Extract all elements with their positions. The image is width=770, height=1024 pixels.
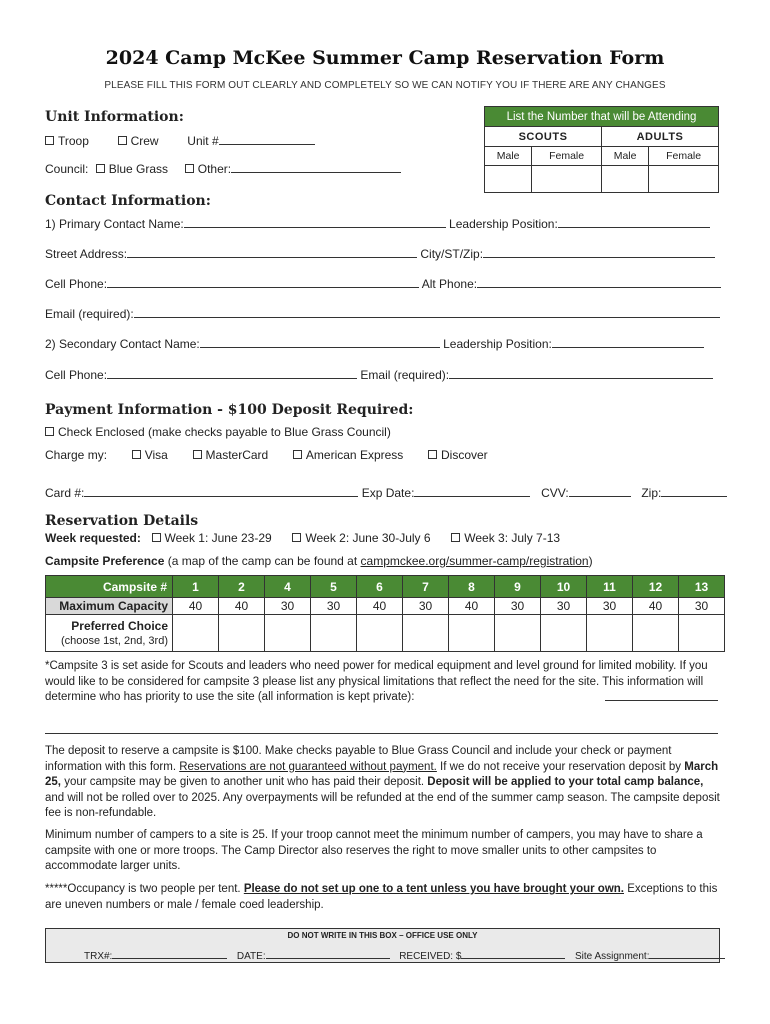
- campsite-number-cell: 4: [265, 576, 311, 598]
- crew-label: Crew: [130, 134, 159, 148]
- crew-checkbox[interactable]: [118, 136, 127, 145]
- office-date-label: DATE:: [236, 951, 266, 962]
- card-number-field[interactable]: [84, 484, 358, 497]
- capacity-cell: 30: [495, 598, 541, 615]
- office-use-box: [45, 928, 720, 963]
- amex-checkbox[interactable]: [293, 450, 302, 459]
- campsite-number-cell: 10: [541, 576, 587, 598]
- adults-male-header: Male: [601, 147, 648, 166]
- leadership-position-2-label: Leadership Position:: [443, 337, 552, 351]
- exp-date-label: Exp Date:: [361, 486, 415, 500]
- leadership-position-label: Leadership Position:: [449, 217, 558, 231]
- scouts-male-header: Male: [485, 147, 532, 166]
- city-state-zip-label: City/ST/Zip:: [420, 247, 484, 261]
- capacity-cell: 40: [449, 598, 495, 615]
- email-2-label: Email (required):: [360, 368, 450, 382]
- deposit-paragraph: [45, 744, 725, 822]
- council-row: [45, 160, 401, 176]
- campsite-number-cell: 11: [587, 576, 633, 598]
- week-requested-label: Week requested:: [45, 531, 141, 545]
- primary-contact-label: 1) Primary Contact Name:: [45, 217, 184, 231]
- capacity-cell: 40: [633, 598, 679, 615]
- capacity-cell: 30: [587, 598, 633, 615]
- occupancy-text-a: *****Occupancy is two people per tent.: [45, 883, 244, 895]
- unit-type-row: [45, 132, 315, 148]
- deposit-applied: Deposit will be applied to your total camp balance,: [427, 776, 704, 788]
- adults-female-header: Female: [649, 147, 719, 166]
- preferred-choice-header: [46, 615, 173, 652]
- leadership-position-2-field[interactable]: [552, 335, 704, 348]
- cvv-label: CVV:: [541, 486, 569, 500]
- exp-date-field[interactable]: [414, 484, 530, 497]
- preferred-choice-field[interactable]: [633, 615, 679, 652]
- adults-male-count-field[interactable]: [601, 166, 648, 193]
- campsite-number-header: Campsite #: [46, 576, 173, 598]
- preferred-choice-field[interactable]: [403, 615, 449, 652]
- deposit-text-d: and will not be rolled over to 2025. Any overpayments will be refunded at the end of the summer camp season. The campsite deposit fee is non-refundable.: [45, 791, 720, 819]
- campsite-preference-label: Campsite Preference: [45, 554, 165, 568]
- week1-checkbox[interactable]: [152, 533, 161, 542]
- site-assignment-label: Site Assignment:: [575, 951, 650, 962]
- blue-grass-checkbox[interactable]: [96, 164, 105, 173]
- capacity-cell: 30: [265, 598, 311, 615]
- blue-grass-label: Blue Grass: [108, 162, 169, 176]
- deposit-text-underline: Reservations are not guaranteed without payment.: [179, 760, 437, 773]
- street-address-label: Street Address:: [45, 247, 128, 261]
- campsite3-note: *Campsite 3 is set aside for Scouts and leaders who need power for medical equipment and level ground for limited mobility. If you would like to be considered for campsite 3 please list any physical limitations that reflect the need for the site. This information will determine who has priority to use the site (all information is kept private):: [45, 660, 708, 703]
- scouts-male-count-field[interactable]: [485, 166, 532, 193]
- preferred-choice-sub: (choose 1st, 2nd, 3rd): [60, 634, 168, 647]
- attending-table: [484, 106, 719, 193]
- capacity-cell: 40: [219, 598, 265, 615]
- zip-field[interactable]: [661, 484, 727, 497]
- discover-label: Discover: [440, 448, 488, 462]
- scouts-header: SCOUTS: [485, 127, 602, 147]
- other-council-checkbox[interactable]: [185, 164, 194, 173]
- week3-checkbox[interactable]: [451, 533, 460, 542]
- city-state-zip-field[interactable]: [483, 245, 715, 258]
- campsite-number-cell: 7: [403, 576, 449, 598]
- max-capacity-header: Maximum Capacity: [46, 598, 173, 615]
- council-label: Council:: [45, 162, 89, 176]
- amex-label: American Express: [305, 448, 404, 462]
- preferred-choice-field[interactable]: [587, 615, 633, 652]
- leadership-position-field[interactable]: [558, 215, 710, 228]
- troop-checkbox[interactable]: [45, 136, 54, 145]
- scouts-female-count-field[interactable]: [532, 166, 602, 193]
- cell-phone-field[interactable]: [107, 275, 419, 288]
- campsite-number-cell: 1: [173, 576, 219, 598]
- trx-label: TRX#:: [84, 951, 113, 962]
- preferred-choice-field[interactable]: [679, 615, 725, 652]
- site-assignment-field[interactable]: [649, 949, 725, 959]
- alt-phone-label: Alt Phone:: [421, 277, 478, 291]
- office-date-field[interactable]: [266, 949, 390, 959]
- map-text: (a map of the camp can be found at: [167, 554, 358, 568]
- campsite3-field-inline[interactable]: [605, 700, 718, 701]
- payment-heading: Payment Information - $100 Deposit Required:: [45, 402, 414, 418]
- occupancy-paragraph: [45, 882, 725, 913]
- preferred-choice-field[interactable]: [541, 615, 587, 652]
- week2-checkbox[interactable]: [292, 533, 301, 542]
- unit-heading: Unit Information:: [45, 109, 184, 125]
- scouts-female-header: Female: [532, 147, 602, 166]
- campsite-number-cell: 5: [311, 576, 357, 598]
- alt-phone-field[interactable]: [477, 275, 721, 288]
- page-subtitle: PLEASE FILL THIS FORM OUT CLEARLY AND COMPLETELY SO WE CAN NOTIFY YOU IF THERE ARE ANY CHANGES: [104, 80, 666, 91]
- preferred-choice-field[interactable]: [265, 615, 311, 652]
- unit-number-field[interactable]: [219, 132, 315, 145]
- cvv-field[interactable]: [569, 484, 631, 497]
- troop-label: Troop: [58, 134, 89, 148]
- mastercard-checkbox[interactable]: [193, 450, 202, 459]
- discover-checkbox[interactable]: [428, 450, 437, 459]
- check-enclosed-checkbox[interactable]: [45, 427, 54, 436]
- campsite-number-cell: 8: [449, 576, 495, 598]
- week3-label: Week 3: July 7-13: [464, 531, 561, 545]
- trx-field[interactable]: [112, 949, 227, 959]
- attending-header: List the Number that will be Attending: [485, 107, 719, 127]
- campsite-number-cell: 6: [357, 576, 403, 598]
- adults-female-count-field[interactable]: [649, 166, 719, 193]
- secondary-contact-field[interactable]: [200, 335, 440, 348]
- reservation-heading: Reservation Details: [45, 513, 199, 529]
- received-label: RECEIVED: $: [399, 951, 462, 962]
- card-number-label: Card #:: [45, 486, 85, 500]
- page-title: 2024 Camp McKee Summer Camp Reservation Form: [105, 47, 665, 69]
- mastercard-label: MasterCard: [205, 448, 269, 462]
- capacity-cell: 30: [679, 598, 725, 615]
- capacity-cell: 30: [541, 598, 587, 615]
- week2-label: Week 2: June 30-July 6: [305, 531, 431, 545]
- preferred-choice-field[interactable]: [495, 615, 541, 652]
- street-address-field[interactable]: [127, 245, 417, 258]
- preferred-choice-field[interactable]: [357, 615, 403, 652]
- capacity-cell: 40: [173, 598, 219, 615]
- primary-contact-field[interactable]: [184, 215, 446, 228]
- other-council-label: Other:: [197, 162, 232, 176]
- minimum-paragraph: Minimum number of campers to a site is 25. If your troop cannot meet the minimum number of campers, you may have to share a campsite with one or more troops. The Camp Director also reserves the right to move smaller units to other campsites to accommodate larger units.: [45, 829, 703, 872]
- visa-checkbox[interactable]: [132, 450, 141, 459]
- unit-number-label: Unit #: [187, 134, 219, 148]
- office-header: DO NOT WRITE IN THIS BOX – OFFICE USE ONLY: [287, 931, 478, 940]
- check-enclosed-label: Check Enclosed (make checks payable to Blue Grass Council): [58, 425, 391, 439]
- email-2-field[interactable]: [449, 366, 713, 379]
- deposit-text-b: If we do not receive your reservation deposit by: [436, 760, 685, 773]
- capacity-cell: 30: [311, 598, 357, 615]
- secondary-contact-label: 2) Secondary Contact Name:: [45, 337, 200, 351]
- cell-phone-2-field[interactable]: [107, 366, 357, 379]
- deposit-text-a: The deposit to reserve a campsite is $100. Make checks payable to Blue Grass Council and include your check or payment information with this form.: [45, 745, 672, 773]
- received-field[interactable]: [461, 949, 565, 959]
- campsite-number-cell: 12: [633, 576, 679, 598]
- occupancy-warning: Please do not set up one to a tent unless you have brought your own.: [243, 883, 624, 895]
- week1-label: Week 1: June 23-29: [164, 531, 272, 545]
- preferred-choice-field[interactable]: [173, 615, 219, 652]
- campsite3-field[interactable]: [45, 733, 718, 734]
- capacity-cell: 40: [357, 598, 403, 615]
- deposit-date: March 25,: [45, 760, 719, 788]
- cell-phone-2-label: Cell Phone:: [45, 368, 108, 382]
- campsite-table: [45, 575, 725, 652]
- zip-label: Zip:: [641, 486, 662, 500]
- email-field[interactable]: [134, 305, 720, 318]
- deposit-text-c: your campsite may be given to another unit who has paid their deposit.: [61, 776, 428, 788]
- contact-heading: Contact Information:: [45, 193, 211, 209]
- preferred-choice-label: Preferred Choice: [71, 618, 168, 633]
- adults-header: ADULTS: [601, 127, 718, 147]
- capacity-cell: 30: [403, 598, 449, 615]
- campsite-number-cell: 9: [495, 576, 541, 598]
- email-label: Email (required):: [45, 307, 134, 321]
- campsite-number-cell: 2: [219, 576, 265, 598]
- preferred-choice-field[interactable]: [311, 615, 357, 652]
- preferred-choice-field[interactable]: [219, 615, 265, 652]
- cell-phone-label: Cell Phone:: [45, 277, 108, 291]
- preferred-choice-field[interactable]: [449, 615, 495, 652]
- occupancy-text-b: Exceptions to this are uneven numbers or male / female coed leadership.: [45, 883, 718, 911]
- map-link[interactable]: campmckee.org/summer-camp/registration: [360, 554, 589, 568]
- visa-label: Visa: [144, 448, 168, 462]
- other-council-field[interactable]: [231, 160, 401, 173]
- map-close: ): [588, 554, 593, 568]
- charge-my-label: Charge my:: [45, 448, 108, 462]
- campsite-number-cell: 13: [679, 576, 725, 598]
